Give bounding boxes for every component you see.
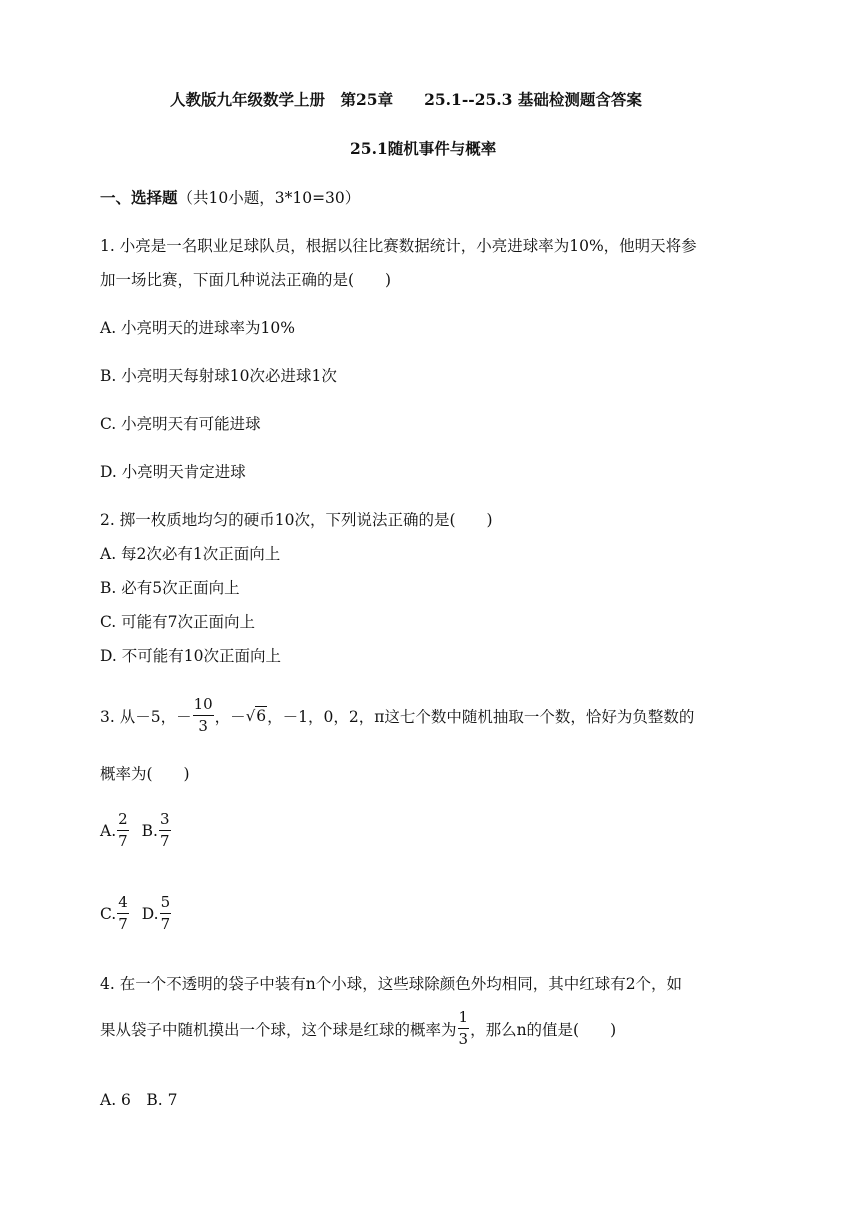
- q1-option-a: A. 小亮明天的进球率为10%: [100, 319, 295, 337]
- q1-option-c: C. 小亮明天有可能进球: [100, 415, 261, 433]
- q3-stem-line1: [100, 697, 694, 735]
- q4-fraction-numerator: 1: [458, 1010, 470, 1029]
- q2-option-b: B. 必有5次正面向上: [100, 579, 240, 597]
- q3-option-b-denominator: 7: [160, 831, 170, 850]
- q4-options: A. 6 B. 7: [100, 1091, 178, 1109]
- q4-stem-line2-post: ，那么n的值是( ): [470, 1020, 617, 1039]
- document-title: 人教版九年级数学上册 第25章 25.1--25.3 基础检测题含答案: [170, 90, 642, 109]
- q3-option-d-fraction: [160, 895, 172, 933]
- q3-option-d-numerator: 5: [160, 895, 172, 914]
- q3-option-b-label: B.: [141, 821, 158, 840]
- q3-fraction-denominator: 3: [198, 716, 208, 735]
- q3-option-a-denominator: 7: [118, 831, 128, 850]
- q3-prefix: 3. 从－5，－: [100, 707, 192, 726]
- q3-options-row2: [100, 895, 172, 933]
- q3-options-row1: [100, 812, 172, 850]
- q3-option-d-label: D.: [141, 904, 159, 923]
- q1-stem-line1: 1. 小亮是一名职业足球队员，根据以往比赛数据统计，小亮进球率为10%，他明天将参: [100, 237, 697, 255]
- q3-option-c-denominator: 7: [118, 914, 128, 933]
- q4-stem-line1: 4. 在一个不透明的袋子中装有n个小球，这些球除颜色外均相同，其中红球有2个，如: [100, 975, 683, 993]
- q3-fraction-numerator: 10: [193, 697, 214, 716]
- q2-option-c: C. 可能有7次正面向上: [100, 613, 256, 631]
- sqrt-sign-icon: √: [245, 706, 256, 725]
- q3-stem-line2: 概率为( ): [100, 765, 190, 783]
- q1-stem-line2: 加一场比赛，下面几种说法正确的是( ): [100, 271, 392, 289]
- q1-option-b: B. 小亮明天每射球10次必进球1次: [100, 367, 337, 385]
- q3-sqrt: [246, 707, 267, 725]
- q2-stem: 2. 掷一枚质地均匀的硬币10次，下列说法正确的是( ): [100, 511, 493, 529]
- q3-option-a-label: A.: [100, 821, 117, 840]
- q3-option-c-fraction: [117, 895, 129, 933]
- q4-stem-line2-pre: 果从袋子中随机摸出一个球，这个球是红球的概率为: [100, 1020, 457, 1039]
- q3-option-a-numerator: 2: [117, 812, 129, 831]
- part-heading-info: （共10小题，3*10=30）: [177, 189, 361, 207]
- q3-option-c-label: C.: [100, 904, 117, 923]
- q3-option-a-fraction: [117, 812, 129, 850]
- q4-fraction: [458, 1010, 470, 1048]
- q4-stem-line2: [100, 1010, 616, 1048]
- q1-option-d: D. 小亮明天肯定进球: [100, 463, 246, 481]
- q4-fraction-denominator: 3: [458, 1029, 469, 1048]
- q3-option-d-denominator: 7: [160, 914, 171, 933]
- q3-option-c-numerator: 4: [117, 895, 129, 914]
- part-heading-label: 一、选择题: [100, 188, 178, 207]
- part-heading: [100, 186, 360, 208]
- section-title: 25.1随机事件与概率: [350, 139, 497, 158]
- q3-option-b-numerator: 3: [159, 812, 171, 831]
- q3-fraction: [193, 697, 214, 735]
- q3-separator: ，－: [214, 707, 246, 726]
- q2-option-a: A. 每2次必有1次正面向上: [100, 545, 281, 563]
- q3-option-b-fraction: [159, 812, 171, 850]
- q3-sqrt-radicand: 6: [256, 706, 267, 725]
- q2-option-d: D. 不可能有10次正面向上: [100, 647, 281, 665]
- q3-stem-rest: ，－1，0，2，π这七个数中随机抽取一个数，恰好为负整数的: [267, 707, 695, 726]
